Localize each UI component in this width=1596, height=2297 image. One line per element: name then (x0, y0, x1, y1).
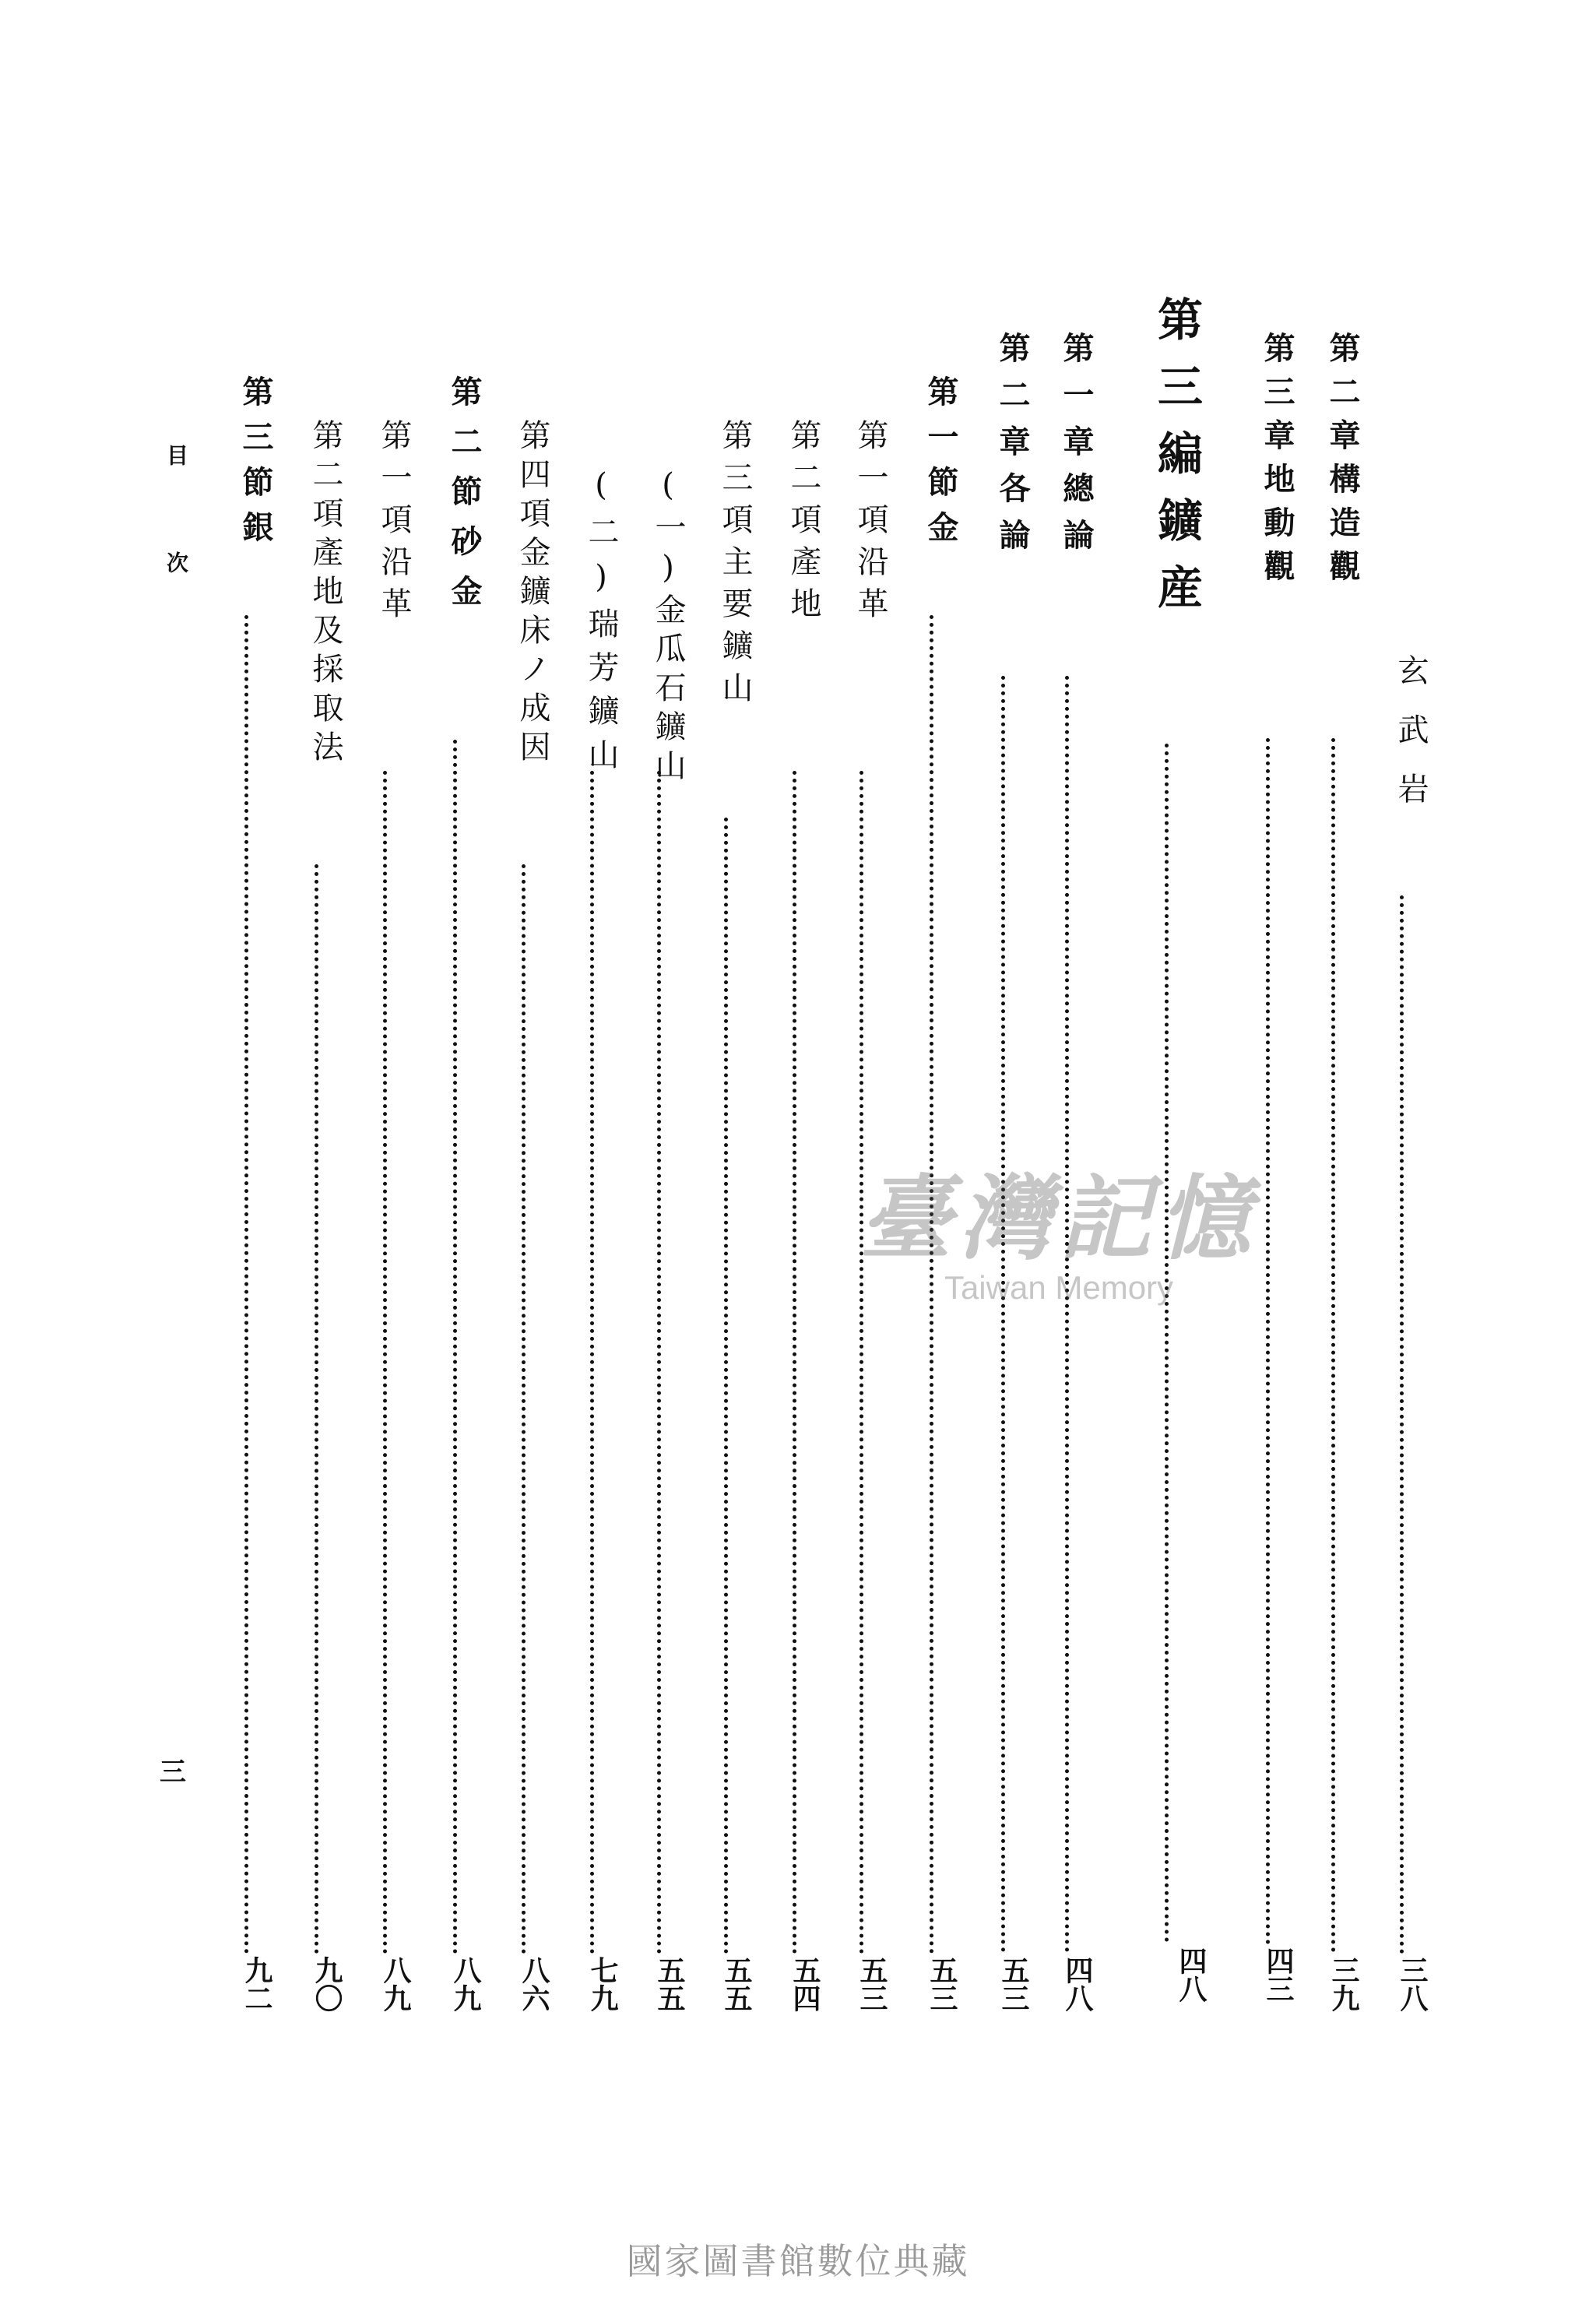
toc-entry-page: 三八 (1396, 1956, 1429, 2012)
watermark-english-text: Taiwan Memory (944, 1269, 1174, 1306)
leader-dots (793, 771, 796, 1954)
leader-dots (1001, 676, 1005, 1953)
toc-entry-page: 四三 (1262, 1947, 1295, 2003)
toc-entry-page: 八六 (518, 1956, 550, 2012)
leader-dots (860, 771, 863, 1954)
toc-entry-label: 第四項金鑛床ノ成因 (515, 419, 550, 769)
leader-dots (590, 771, 594, 1954)
toc-entry-page: 三九 (1327, 1956, 1360, 2012)
toc-entry-label: 第一項沿革 (852, 419, 888, 629)
toc-entry-page: 五三 (856, 1956, 888, 2012)
toc-entry-label: (一)金瓜石鑛山 (650, 467, 686, 788)
toc-entry-label: 第二項產地及採取法 (308, 419, 343, 769)
toc-entry-label: 第二章各論 (994, 332, 1031, 565)
leader-dots (1400, 895, 1404, 1954)
leader-dots (657, 771, 661, 1954)
leader-dots (315, 864, 318, 1954)
footer-credit: 國家圖書館數位典藏 (626, 2240, 970, 2282)
toc-entry-label: 第三編鑛産 (1150, 296, 1203, 631)
toc-entry-page: 五三 (997, 1956, 1030, 2012)
toc-entry-label: 第三章地動觀 (1259, 332, 1295, 593)
toc-entry-label: 玄武岩 (1393, 654, 1429, 832)
toc-entry-label: 第一節金 (923, 375, 959, 556)
leader-dots (522, 864, 526, 1954)
toc-entry-page: 五三 (926, 1956, 958, 2012)
toc-entry-page: 四八 (1175, 1947, 1208, 2003)
toc-entry-page: 五五 (653, 1956, 686, 2012)
leader-dots (1331, 738, 1335, 1953)
leader-dots (383, 771, 387, 1954)
watermark-chinese-text: 臺灣記憶 (859, 1164, 1258, 1272)
page-number: 三 (160, 1757, 186, 1788)
toc-entry-label: 第二節砂金 (446, 375, 483, 624)
toc-entry-label: 第三節銀 (237, 375, 274, 556)
leader-dots (724, 818, 728, 1954)
leader-dots (244, 615, 248, 1954)
toc-entry-label: 第一章總論 (1058, 332, 1095, 565)
toc-entry-page: 八九 (449, 1956, 482, 2012)
toc-entry-label: 第一項沿革 (376, 419, 412, 629)
toc-entry-label: 第二章構造觀 (1324, 332, 1361, 593)
toc-entry-page: 九〇 (311, 1956, 343, 2012)
toc-entry-page: 八九 (379, 1956, 412, 2012)
toc-entry-page: 四八 (1061, 1956, 1094, 2012)
toc-entry-page: 九二 (241, 1956, 273, 2012)
leader-dots (1065, 676, 1069, 1953)
running-head: 目次 (163, 444, 189, 659)
toc-entry-label: 第三項主要鑛山 (717, 419, 753, 713)
toc-entry-page: 五五 (720, 1956, 753, 2012)
toc-entry-page: 五四 (789, 1956, 821, 2012)
toc-entry-page: 七九 (586, 1956, 619, 2012)
leader-dots (1266, 738, 1270, 1945)
taiwan-memory-watermark (810, 1145, 1308, 1307)
toc-entry-label: (二)瑞芳鑛山 (583, 467, 619, 782)
leader-dots (453, 740, 457, 1954)
toc-entry-label: 第二項產地 (786, 419, 821, 629)
leader-dots (1165, 744, 1169, 1943)
leader-dots (930, 615, 933, 1954)
